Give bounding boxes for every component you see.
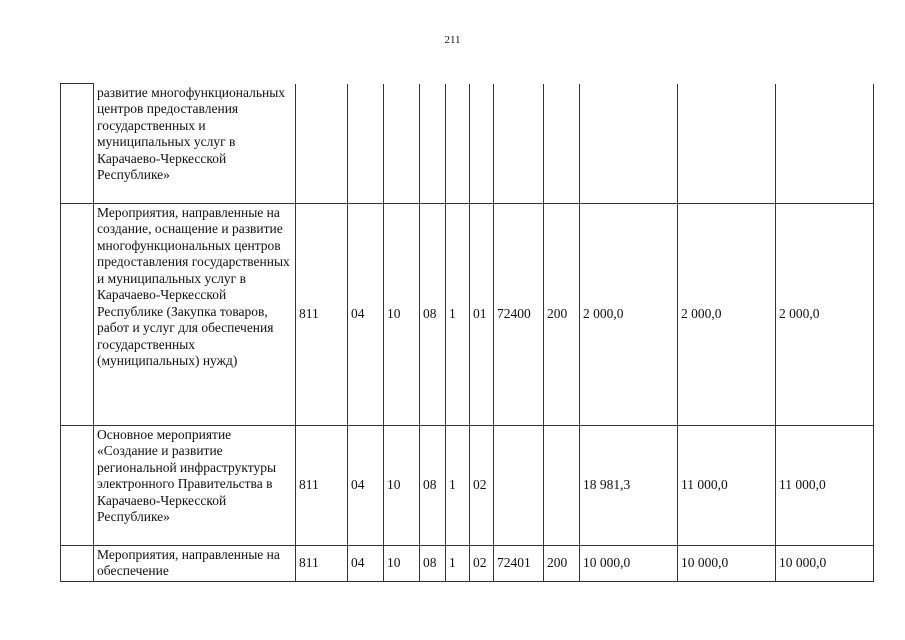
item-name: развитие многофункциональных центров предоставления государственных и муниципальных услуг в Карачаево-Черкесской Республике» xyxy=(94,84,296,204)
activity-code: 02 xyxy=(470,545,494,581)
item-name: Мероприятия, направленные на создание, оснащение и развитие многофункциональных центров предоставления государственных и муниципальных услуг в Карачаево-Черкесской Республике (Закупка товаров, работ и услуг для обеспечения государственных (муниципальных) нужд) xyxy=(94,203,296,425)
item-name: Мероприятия, направленные на обеспечение xyxy=(94,545,296,581)
row-index-cell xyxy=(61,425,94,545)
row-index-cell xyxy=(61,84,94,204)
section-code: 04 xyxy=(348,203,384,425)
amount-year-3 xyxy=(776,84,874,204)
page-number: 211 xyxy=(444,34,461,46)
amount-year-1 xyxy=(580,84,678,204)
admin-code: 811 xyxy=(296,203,348,425)
expense-type-code xyxy=(544,84,580,204)
program-code: 08 xyxy=(420,425,446,545)
amount-year-3: 2 000,0 xyxy=(776,203,874,425)
expense-type-code: 200 xyxy=(544,545,580,581)
activity-code: 02 xyxy=(470,425,494,545)
row-index-cell xyxy=(61,545,94,581)
program-code: 08 xyxy=(420,203,446,425)
direction-code: 72401 xyxy=(494,545,544,581)
table-row xyxy=(61,545,874,581)
subsection-code xyxy=(384,84,420,204)
amount-year-1: 18 981,3 xyxy=(580,425,678,545)
expense-type-code xyxy=(544,425,580,545)
admin-code xyxy=(296,84,348,204)
amount-year-1: 2 000,0 xyxy=(580,203,678,425)
amount-year-2 xyxy=(678,84,776,204)
table-row xyxy=(61,203,874,425)
subsection-code: 10 xyxy=(384,545,420,581)
program-code: 08 xyxy=(420,545,446,581)
table-row xyxy=(61,84,874,204)
subprogram-code: 1 xyxy=(446,545,470,581)
subprogram-code: 1 xyxy=(446,203,470,425)
direction-code xyxy=(494,84,544,204)
expense-type-code: 200 xyxy=(544,203,580,425)
section-code: 04 xyxy=(348,545,384,581)
activity-code xyxy=(470,84,494,204)
admin-code: 811 xyxy=(296,545,348,581)
subprogram-code xyxy=(446,84,470,204)
budget-table xyxy=(60,83,874,582)
row-index-cell xyxy=(61,203,94,425)
direction-code: 72400 xyxy=(494,203,544,425)
amount-year-2: 11 000,0 xyxy=(678,425,776,545)
subsection-code: 10 xyxy=(384,203,420,425)
table-row xyxy=(61,425,874,545)
subprogram-code: 1 xyxy=(446,425,470,545)
amount-year-1: 10 000,0 xyxy=(580,545,678,581)
subsection-code: 10 xyxy=(384,425,420,545)
program-code xyxy=(420,84,446,204)
section-code: 04 xyxy=(348,425,384,545)
direction-code xyxy=(494,425,544,545)
admin-code: 811 xyxy=(296,425,348,545)
amount-year-2: 10 000,0 xyxy=(678,545,776,581)
item-name: Основное мероприятие «Создание и развитие региональной инфраструктуры электронного Правительства в Карачаево-Черкесской Республике» xyxy=(94,425,296,545)
section-code xyxy=(348,84,384,204)
amount-year-2: 2 000,0 xyxy=(678,203,776,425)
activity-code: 01 xyxy=(470,203,494,425)
amount-year-3: 11 000,0 xyxy=(776,425,874,545)
amount-year-3: 10 000,0 xyxy=(776,545,874,581)
